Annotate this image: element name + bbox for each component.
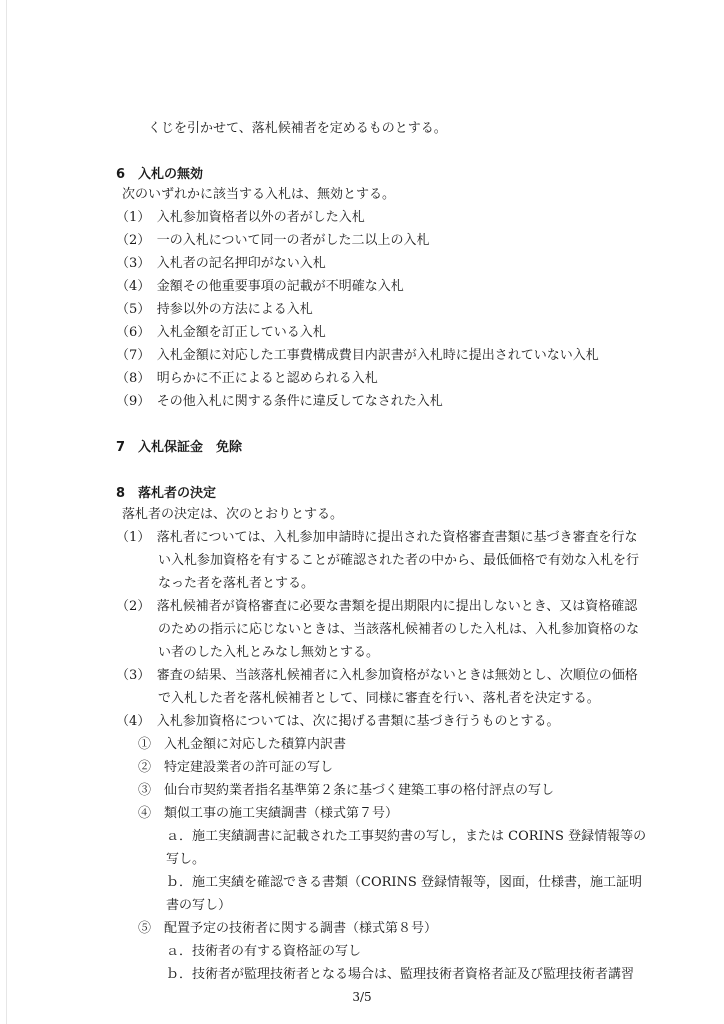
sub-item: ④ 類似工事の施工実績調書（様式第７号） [138, 806, 399, 821]
text-line: い入札参加資格を有することが確認された者の中から、最低価格で有効な入札を行 [158, 553, 640, 568]
section-heading: 8 落札者の決定 [116, 486, 217, 501]
scan-edge [6, 0, 7, 1024]
sub-sub-item: ｂ．施工実績を確認できる書類（CORINS 登録情報等，図面，仕様書，施工証明 [166, 875, 642, 890]
sub-sub-item: ａ．技術者の有する資格証の写し [166, 944, 362, 959]
text-line: 書の写し） [166, 898, 232, 913]
text-line: い者のした入札とみなし無効とする。 [158, 645, 380, 660]
section-heading: 7 入札保証金 免除 [116, 440, 243, 455]
sub-item: ⑤ 配置予定の技術者に関する調書（様式第８号） [138, 921, 438, 936]
text-line: なった者を落札者とする。 [158, 576, 315, 591]
list-item: （7） 入札金額に対応した工事費構成費目内訳書が入札時に提出されていない入札 [116, 348, 599, 363]
sub-item: ③ 仙台市契約業者指名基準第２条に基づく建築工事の格付評点の写し [138, 783, 555, 798]
list-item: （4） 金額その他重要事項の記載が不明確な入札 [116, 279, 404, 294]
text-line: 落札者の決定は、次のとおりとする。 [122, 507, 344, 522]
text-line: 写し。 [166, 852, 206, 867]
list-item: （6） 入札金額を訂正している入札 [116, 325, 326, 340]
sub-sub-item: ａ．施工実績調書に記載された工事契約書の写し，または CORINS 登録情報等の [166, 829, 647, 844]
sub-item: ② 特定建設業者の許可証の写し [138, 760, 334, 775]
sub-sub-item: ｂ．技術者が監理技術者となる場合は、監理技術者資格者証及び監理技術者講習 [166, 967, 635, 982]
list-item: （3） 審査の結果、当該落札候補者に入札参加資格がないときは無効とし、次順位の価格 [116, 668, 638, 683]
list-item: （8） 明らかに不正によると認められる入札 [116, 371, 378, 386]
list-item: （4） 入札参加資格については、次に掲げる書類に基づき行うものとする。 [116, 714, 560, 729]
sub-item: ① 入札金額に対応した積算内訳書 [138, 737, 347, 752]
text-line: で入札した者を落札候補者として、同様に審査を行い、落札者を決定する。 [158, 691, 600, 706]
list-item: （1） 入札参加資格者以外の者がした入札 [116, 210, 365, 225]
list-item: （1） 落札者については、入札参加申請時に提出された資格審査書類に基づき審査を行な [116, 530, 638, 545]
page-number: 3/5 [352, 990, 372, 1004]
text-line: くじを引かせて、落札候補者を定めるものとする。 [148, 121, 447, 136]
section-heading: 6 入札の無効 [116, 167, 204, 182]
list-item: （3） 入札者の記名押印がない入札 [116, 256, 326, 271]
text-line: 次のいずれかに該当する入札は、無効とする。 [122, 187, 396, 202]
list-item: （9） その他入札に関する条件に違反してなされた入札 [116, 394, 443, 409]
list-item: （2） 一の入札について同一の者がした二以上の入札 [116, 233, 430, 248]
list-item: （2） 落札候補者が資格審査に必要な書類を提出期限内に提出しないとき、又は資格確認 [116, 599, 638, 614]
list-item: （5） 持参以外の方法による入札 [116, 302, 313, 317]
text-line: のための指示に応じないときは、当該落札候補者のした入札は、入札参加資格のな [158, 622, 640, 637]
